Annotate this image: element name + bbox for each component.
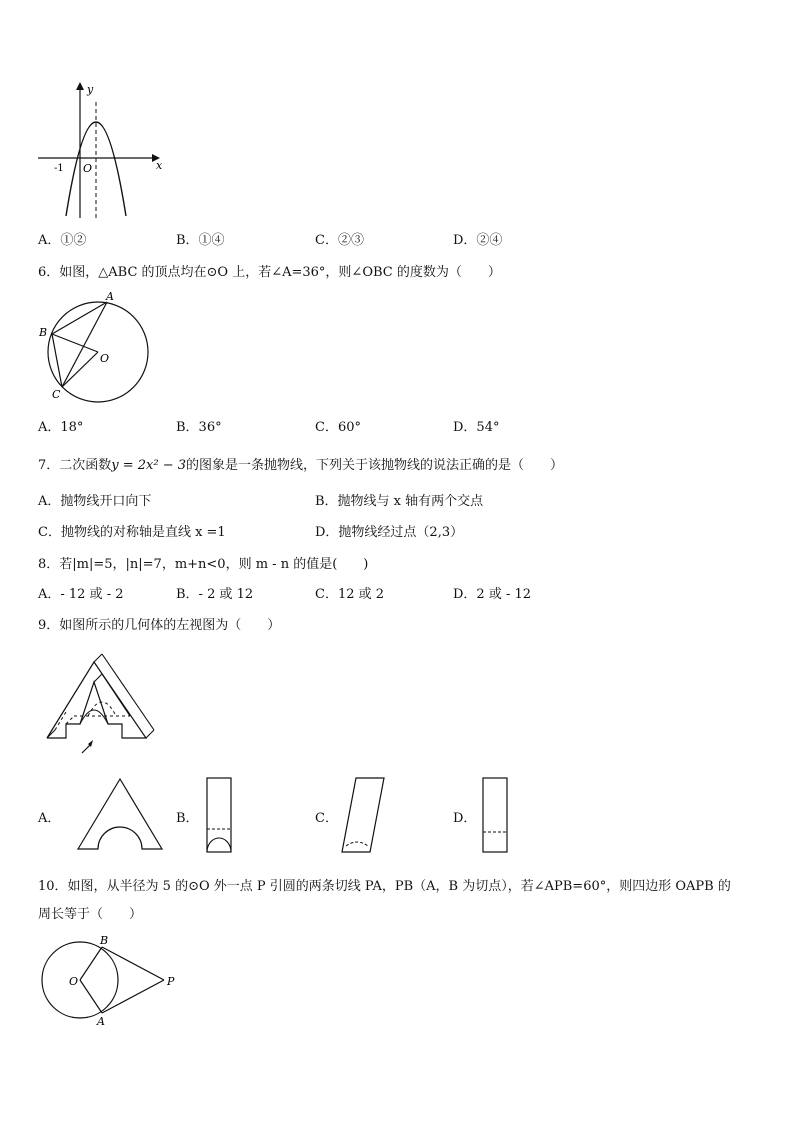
q6-stem: 6．如图，△ABC 的顶点均在⊙O 上，若∠A=36°，则∠OBC 的度数为（ ） [38,265,501,280]
q5-option-d[interactable]: D．②④ [453,233,503,248]
q9-option-c-figure[interactable] [340,776,390,856]
label-b: B [39,326,48,339]
origin-label: O [83,162,93,175]
label-p: P [167,975,175,988]
y-label: y [87,83,94,96]
segment-ob [80,947,102,980]
q7-option-c[interactable]: C．抛物线的对称轴是直线 x =1 [38,525,226,540]
q8-option-b[interactable]: B．- 2 或 12 [176,587,254,602]
q5-option-b[interactable]: B．①④ [176,233,225,248]
q5-option-c[interactable]: C．②③ [315,233,364,248]
x-label: x [156,159,163,172]
label-a: A [97,1015,105,1028]
q9-stem: 9．如图所示的几何体的左视图为（ ） [38,618,281,633]
q9-option-d[interactable]: D． [453,811,477,826]
q8-stem: 8．若|m|=5，|n|=7，m+n<0，则 m - n 的值是( ) [38,557,369,572]
q10-stem-line2: 周长等于（ ） [38,907,143,922]
segment-oa [80,980,102,1013]
q6-option-b[interactable]: B．36° [176,420,222,435]
q5-option-a[interactable]: A．①② [38,233,87,248]
solid-front-outline [47,662,146,738]
segment-ob [52,334,98,352]
segment-oc [62,352,98,387]
q9-option-b-figure[interactable] [205,776,235,856]
label-o: O [69,975,79,988]
q5-parabola-graph [36,80,166,220]
label-c: C [52,388,61,401]
q6-option-c[interactable]: C．60° [315,420,361,435]
label-o: O [100,352,110,365]
q6-option-d[interactable]: D．54° [453,420,500,435]
neg-one-label: -1 [54,163,64,174]
q7-formula: y = 2x² − 3 [111,458,187,473]
q7-option-d[interactable]: D．抛物线经过点（2,3） [315,525,464,540]
tangent-pb [102,947,164,980]
q7-option-b[interactable]: B．抛物线与 x 轴有两个交点 [315,494,484,509]
q9-option-b[interactable]: B． [176,811,199,826]
label-b: B [100,934,109,947]
q8-option-c[interactable]: C．12 或 2 [315,587,385,602]
q9-option-a[interactable]: A． [38,811,61,826]
q7-stem-suffix: 的图象是一条抛物线，下列关于该抛物线的说法正确的是（ ） [186,458,564,473]
q7-option-a[interactable]: A．抛物线开口向下 [38,494,152,509]
q7-stem-prefix: 7．二次函数 [38,458,112,473]
q6-circle-figure [36,290,156,400]
q9-option-c[interactable]: C． [315,811,338,826]
tangent-pa [102,980,164,1013]
q10-tangent-figure [36,932,186,1028]
segment-bc [52,334,62,387]
q9-solid-figure [44,652,164,756]
y-axis-arrow-icon [76,82,84,90]
label-a: A [106,290,114,303]
q7-stem [38,454,563,473]
q10-stem-line1: 10．如图，从半径为 5 的⊙O 外一点 P 引圆的两条切线 PA，PB（A，B 为切点），若∠APB=60°，则四边形 OAPB 的 [38,879,731,894]
q9-option-a-figure[interactable] [76,776,166,852]
q6-option-a[interactable]: A．18° [38,420,84,435]
q9-option-d-figure[interactable] [481,776,511,856]
q8-option-a[interactable]: A．- 12 或 - 2 [38,587,124,602]
q8-option-d[interactable]: D．2 或 - 12 [453,587,532,602]
